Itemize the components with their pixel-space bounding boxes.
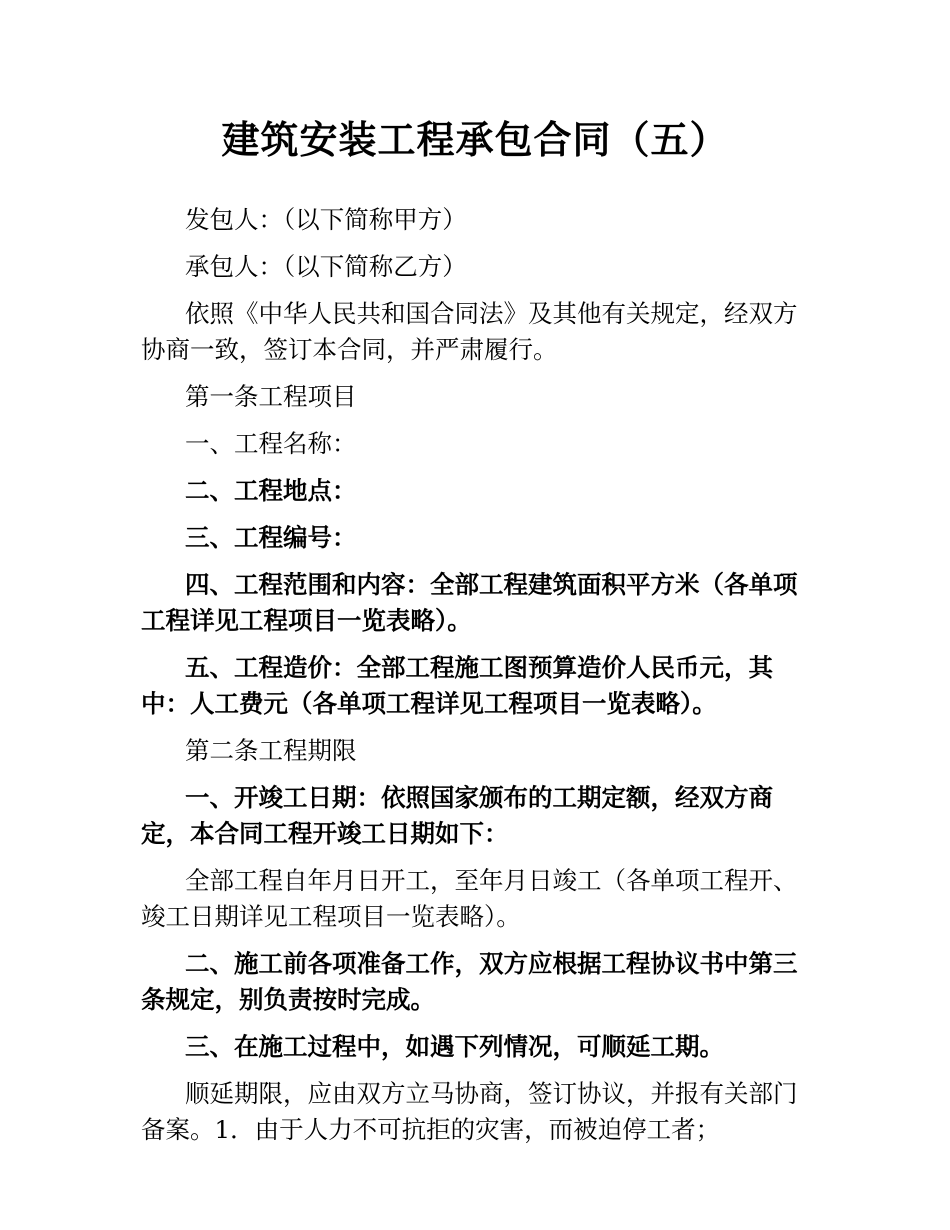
clause-project-location: 二、工程地点：: [185, 476, 357, 505]
paragraph-extension-terms: 顺延期限，应由双方立马协商，签订协议，并报有关部门备案。1．由于人力不可抗拒的灾害，而被迫停工者；: [141, 1079, 798, 1144]
clause-project-number: 三、工程编号：: [185, 523, 357, 552]
paragraph-employer: 发包人：（以下简称甲方）: [185, 205, 467, 234]
clause-project-scope: 四、工程范围和内容：全部工程建筑面积平方米（各单项工程详见工程项目一览表略）。: [141, 570, 798, 635]
article-1-heading: 第一条工程项目: [185, 382, 357, 411]
document-title: 建筑安装工程承包合同（五）: [221, 117, 729, 162]
paragraph-contractor: 承包人：（以下简称乙方）: [185, 252, 467, 281]
clause-extension-conditions: 三、在施工过程中，如遇下列情况，可顺延工期。: [185, 1032, 724, 1061]
document-body: [141, 202, 817, 1159]
paragraph-schedule: 全部工程自年月日开工，至年月日竣工（各单项工程开、竣工日期详见工程项目一览表略）。: [141, 866, 798, 931]
clause-project-name: 一、工程名称：: [185, 429, 357, 458]
clause-start-completion-dates: 一、开竣工日期：依照国家颁布的工期定额，经双方商定，本合同工程开竣工日期如下：: [141, 783, 773, 848]
paragraph-preamble: 依照《中华人民共和国合同法》及其他有关规定，经双方协商一致，签订本合同，并严肃履行。: [141, 299, 798, 364]
clause-project-cost: 五、工程造价：全部工程施工图预算造价人民币元，其中：人工费元（各单项工程详见工程项目一览表略）。: [141, 653, 773, 718]
article-2-heading: 第二条工程期限: [185, 736, 357, 765]
clause-preparation-work: 二、施工前各项准备工作，双方应根据工程协议书中第三条规定，别负责按时完成。: [141, 949, 798, 1014]
